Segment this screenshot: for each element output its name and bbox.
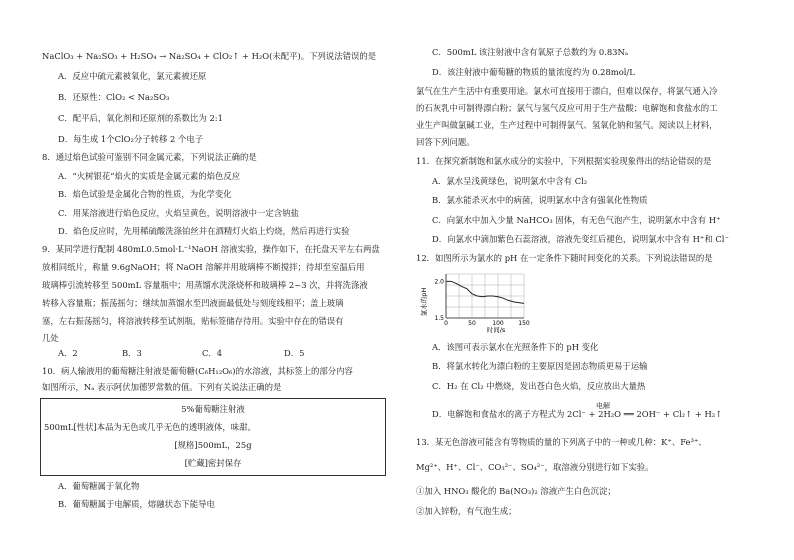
q12-stem: 12．如图所示为氯水的 pH 在一定条件下随时间变化的关系。下列说法错误的是 [416,253,713,263]
passage-line: 氯气在生产生活中有重要用途。氯水可直接用于漂白，但难以保存，将氯气通入冷 [416,86,718,96]
injection-label-box [40,398,386,476]
x-tick-label: 100 [492,320,504,327]
q11-option-d: D．向氯水中滴加紫色石蕊溶液，溶液先变红后褪色，说明氯水中含有 H⁺和 Cl⁻ [432,234,729,244]
chart-ticks [434,278,529,327]
q10-option-d: D．该注射液中葡萄糖的物质的量浓度约为 0.28mol/L [432,67,635,77]
q11-option-c: C．向氯水中加入少量 NaHCO₃ 固体，有无色气泡产生，说明氯水中含有 H⁺ [432,215,721,225]
q11-option-a: A．氯水呈浅黄绿色，说明氯水中含有 Cl₂ [432,176,588,186]
x-tick-label: 50 [468,320,476,327]
y-tick-label: 2.0 [434,278,444,286]
q12-option-a: A．该图可表示氯水在光照条件下的 pH 变化 [432,342,599,352]
q10-option-a: A．葡萄糖属于氧化物 [58,481,140,491]
q13-line: 13．某无色溶液可能含有等物质的量的下列离子中的一种或几种：K⁺、Fe³⁺、 [416,437,707,447]
q9-line: 放相同纸片，称量 9.6gNaOH；将 NaOH 溶解并用玻璃棒不断搅拌；待却至室温后用 [42,262,365,272]
label-spec: [规格]500mL，25g [174,440,252,450]
y-axis-label: 氯水的pH [420,287,428,317]
x-tick-label: 0 [444,320,448,327]
q9-line: 塞，左右振荡摇匀，将溶液转移至试剂瓶，贴标签储存待用。实验中存在的错误有 [42,316,344,326]
q12-option-b: B．将氯水转化为漂白粉的主要原因是固态物质更易于运输 [432,361,648,371]
q10-option-c: C．500mL 该注射液中含有氧原子总数约为 0.83Nₐ [432,47,629,57]
q8-option-a: A．“火树银花”焰火的实质是金属元素的焰色反应 [58,171,241,181]
q13-line: ②加入锌粉，有气泡生成； [416,506,517,516]
electrolysis-label: 电解 [596,402,610,410]
q11-stem: 11．在探究新制饱和氯水成分的实验中，下列根据实验现象得出的结论错误的是 [416,156,712,166]
q9-line: 玻璃棒引流转移至 500mL 容量瓶中；用蒸馏水洗涤烧杯和玻璃棒 2~3 次，并将洗涤液 [42,280,368,290]
q9-option-c: C．4 [202,348,223,358]
q9-option-d: D．5 [284,348,305,358]
label-storage: [贮藏]密封保存 [184,458,242,468]
x-axis-label: 时间/s [486,326,506,334]
q9-line: 9．某同学进行配制 480mL0.5mol·L⁻¹NaOH 溶液实验，操作如下，在托盘天平左右两盘 [42,244,380,254]
x-tick-label: 150 [518,320,530,327]
passage-line: 的石灰乳中可制得漂白粉；氯气与氢气反应可用于生产盐酸；电解饱和食盐水的工 [416,103,718,113]
q13-line: Mg²⁺、H⁺、Cl⁻、CO₃²⁻、SO₄²⁻，取溶液分别进行如下实验。 [416,462,654,472]
passage-line: 回答下列问题。 [416,137,475,147]
q8-option-d: D．焰色反应时，先用稀硫酸洗涤铂丝并在酒精灯火焰上灼烧，然后再进行实验 [58,226,350,236]
label-title: 5%葡萄糖注射液 [181,404,245,414]
q9-option-a: A．2 [58,348,78,358]
q7-option-a: A．反应中硫元素被氧化，氯元素被还原 [58,71,207,81]
q7-option-c: C．配平后，氧化剂和还原剂的系数比为 2:1 [58,113,223,123]
q8-option-b: B．焰色试验是金属化合物的性质，为化学变化 [58,189,232,199]
label-description: 500mL[性状]本品为无色或几乎无色的透明液体，味甜。 [44,422,256,432]
q10-option-b: B．葡萄糖属于电解质，熔融状态下能导电 [58,499,215,509]
q9-line: 几处 [42,333,59,343]
q7-equation: NaClO₃ + Na₂SO₃ + H₂SO₄ → Na₂SO₄ + ClO₂↑ + H₂O(未配平)。下列说法错误的是 [42,51,377,61]
passage-line: 业生产叫做氯碱工业，生产过程中可制得氯气、氢氧化钠和氢气。阅读以上材料， [416,120,718,130]
q12-option-c: C．H₂ 在 Cl₂ 中燃烧，发出苍白色火焰，反应放出大量热 [432,381,646,391]
q9-option-b: B．3 [122,348,142,358]
q10-line: 10．病人输液用的葡萄糖注射液是葡萄糖(C₆H₁₂O₆)的水溶液，其标签上的部分内容 [42,366,353,376]
q8-stem: 8．通过焰色试验可鉴别不同金属元素，下列说法正确的是 [42,152,257,162]
q7-option-b: B．还原性：ClO₂ < Na₂SO₃ [58,92,170,102]
q8-option-c: C．用某溶液进行焰色反应，火焰呈黄色，说明溶液中一定含钠盐 [58,208,299,218]
q9-line: 转移入容量瓶；振荡摇匀；继续加蒸馏水至凹液面最低处与刻度线相平；盖上玻璃 [42,298,344,308]
q10-line: 如图所示，Nₐ 表示阿伏加德罗常数的值。下列有关说法正确的是 [42,382,282,392]
q13-line: ①加入 HNO₃ 酸化的 Ba(NO₃)₂ 溶液产生白色沉淀； [416,486,616,496]
ph-time-chart [420,268,530,334]
q11-option-b: B．氯水能杀灭水中的病菌，说明氯水中含有强氧化性物质 [432,195,648,205]
y-tick-label: 1.5 [434,315,444,322]
q12-option-d: D．电解饱和食盐水的离子方程式为 2Cl⁻ + 2H₂O ══ 2OH⁻ + Cl₂↑ + H₂↑ [432,409,723,419]
q7-option-d: D．每生成 1个ClO₂分子转移 2 个电子 [58,134,204,144]
